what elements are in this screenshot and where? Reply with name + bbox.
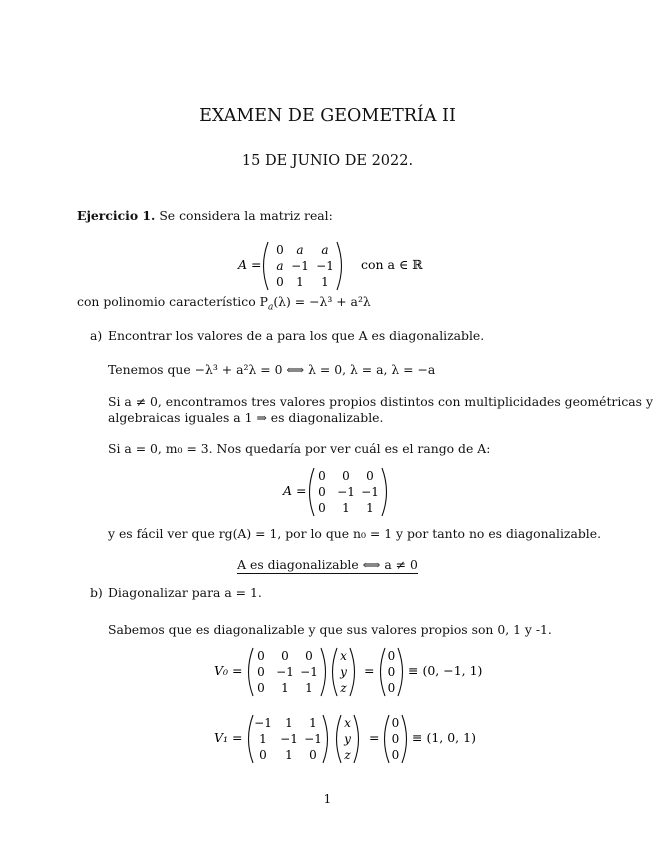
part-a-conclusion-wrap xyxy=(0,557,655,573)
mV1-cell: 1 xyxy=(285,716,293,730)
matrix-a0-left-paren xyxy=(310,468,315,516)
mA0-cell: 0 xyxy=(318,469,326,483)
matrix-a-cells xyxy=(276,243,334,289)
v0-vec-left-paren xyxy=(333,648,338,696)
v0-zero-right-paren xyxy=(398,648,403,696)
part-b-marker: b) xyxy=(90,585,103,600)
mA0-cell: 0 xyxy=(366,469,374,483)
mV1-cell: 1 xyxy=(285,748,293,762)
mA0-cell: 0 xyxy=(318,501,326,515)
zV1-cell: 0 xyxy=(391,732,400,746)
mA0-cell: −1 xyxy=(361,485,379,499)
matrix-a0-svg xyxy=(0,464,655,520)
mV1-cell: 0 xyxy=(309,748,317,762)
v0-equals: = xyxy=(364,663,375,678)
v1-zero-left-paren xyxy=(385,715,390,763)
v1-matrix-right-paren xyxy=(323,715,328,763)
v1-matrix-left-paren xyxy=(249,715,254,763)
mV0-cell: 1 xyxy=(281,681,289,695)
mA-cell: a xyxy=(276,259,284,273)
v0-vec-right-paren xyxy=(350,648,355,696)
mV1-cell: 1 xyxy=(309,716,317,730)
mA-cell: −1 xyxy=(291,259,309,273)
mV1-cell: 1 xyxy=(259,732,267,746)
mA-cell: 1 xyxy=(296,275,304,289)
v1-vec-left-paren xyxy=(337,715,342,763)
matrix-a0-cells xyxy=(318,469,379,515)
mV1-cell: −1 xyxy=(254,716,272,730)
char-poly-text: con polinomio característico P xyxy=(77,294,268,309)
exercise-intro-text: Se considera la matriz real: xyxy=(159,208,333,223)
vV1-cell: z xyxy=(344,748,351,762)
part-a-line2a: Si a ≠ 0, encontramos tres valores propios distintos con multiplicidades geométricas y xyxy=(108,394,653,409)
matrix-a-left-paren xyxy=(264,242,269,290)
part-a-line1: Tenemos que −λ³ + a²λ = 0 ⟺ λ = 0, λ = a, λ = −a xyxy=(108,362,436,377)
v0-zero-left-paren xyxy=(381,648,386,696)
part-a-marker: a) xyxy=(90,328,103,343)
matrix-a0-right-paren xyxy=(382,468,387,516)
mA0-cell: 0 xyxy=(318,485,326,499)
mV0-cell: 0 xyxy=(305,649,313,663)
v0-zero-cells xyxy=(388,649,396,695)
v0-matrix-cells xyxy=(257,649,318,695)
vV1-cell: y xyxy=(344,732,351,746)
mV0-cell: 0 xyxy=(257,665,265,679)
v1-result: ≡ (1, 0, 1) xyxy=(412,730,476,745)
v0-lhs: V₀ = xyxy=(214,663,243,678)
mA-cell: −1 xyxy=(316,259,334,273)
matrix-a-suffix: con a ∈ ℝ xyxy=(361,257,423,272)
mA-cell: 1 xyxy=(321,275,329,289)
v1-matrix-cells xyxy=(254,716,322,762)
mV0-cell: 0 xyxy=(257,649,265,663)
matrix-a-equation xyxy=(0,238,655,294)
exam-date: 15 DE JUNIO DE 2022. xyxy=(241,153,414,169)
exercise-intro xyxy=(77,208,333,224)
vV0-cell: x xyxy=(340,649,347,663)
v1-vec-right-paren xyxy=(354,715,359,763)
mV0-cell: 0 xyxy=(257,681,265,695)
page-number: 1 xyxy=(323,791,332,806)
mV1-cell: −1 xyxy=(280,732,298,746)
zV0-cell: 0 xyxy=(387,665,396,679)
mA0-cell: 0 xyxy=(342,469,350,483)
v0-matrix-right-paren xyxy=(321,648,326,696)
v0-svg xyxy=(0,644,655,700)
zV0-cell: 0 xyxy=(387,681,396,695)
vV0-cell: y xyxy=(340,665,347,679)
part-a-line4: y es fácil ver que rg(A) = 1, por lo que n₀ = 1 y por tanto no es diagonalizable. xyxy=(108,526,602,541)
mA-cell: a xyxy=(296,243,304,257)
part-b-line1: Sabemos que es diagonalizable y que sus valores propios son 0, 1 y -1. xyxy=(108,622,552,637)
v1-vector-cells xyxy=(343,716,351,762)
matrix-a0-equation xyxy=(0,464,655,520)
mV0-cell: −1 xyxy=(276,665,294,679)
mA0-cell: 1 xyxy=(342,501,350,515)
v1-equals: = xyxy=(369,730,380,745)
part-a-line2b: algebraicas iguales a 1 ⇒ es diagonalizable. xyxy=(108,410,384,425)
mA-cell: 0 xyxy=(276,275,284,289)
part-a-conclusion: A es diagonalizable ⟺ a ≠ 0 xyxy=(237,557,418,572)
v1-svg xyxy=(0,711,655,767)
vV0-cell: z xyxy=(340,681,347,695)
zV1-cell: 0 xyxy=(391,748,400,762)
zV0-cell: 0 xyxy=(387,649,396,663)
matrix-a0-lhs: A = xyxy=(283,483,307,498)
char-poly-sub: a xyxy=(267,302,274,313)
char-poly xyxy=(77,294,371,315)
mV0-cell: 1 xyxy=(305,681,313,695)
v1-zero-right-paren xyxy=(402,715,407,763)
mA-cell: a xyxy=(321,243,329,257)
matrix-a-right-paren xyxy=(337,242,342,290)
v1-zero-cells xyxy=(392,716,400,762)
char-poly-rest: (λ) = −λ³ + a²λ xyxy=(273,294,371,309)
mV1-cell: 0 xyxy=(259,748,267,762)
v1-equation xyxy=(0,711,655,767)
exercise-label: Ejercicio 1. xyxy=(77,208,156,223)
mV0-cell: 0 xyxy=(281,649,289,663)
part-a-line3: Si a = 0, m₀ = 3. Nos quedaría por ver cuál es el rango de A: xyxy=(108,441,491,456)
v1-lhs: V₁ = xyxy=(214,730,243,745)
mA0-cell: −1 xyxy=(337,485,355,499)
mV1-cell: −1 xyxy=(304,732,322,746)
part-a-statement: Encontrar los valores de a para los que A es diagonalizable. xyxy=(108,328,485,343)
matrix-a-lhs: A = xyxy=(238,257,262,272)
zV1-cell: 0 xyxy=(391,716,400,730)
vV1-cell: x xyxy=(344,716,351,730)
mA0-cell: 1 xyxy=(366,501,374,515)
v0-equation xyxy=(0,644,655,700)
v0-result: ≡ (0, −1, 1) xyxy=(408,663,483,678)
matrix-a-svg xyxy=(0,238,655,294)
v0-vector-cells xyxy=(339,649,347,695)
part-b-statement: Diagonalizar para a = 1. xyxy=(108,585,262,600)
mV0-cell: −1 xyxy=(300,665,318,679)
v0-matrix-left-paren xyxy=(249,648,254,696)
exam-title: EXAMEN DE GEOMETRÍA II xyxy=(199,106,456,126)
mA-cell: 0 xyxy=(276,243,284,257)
